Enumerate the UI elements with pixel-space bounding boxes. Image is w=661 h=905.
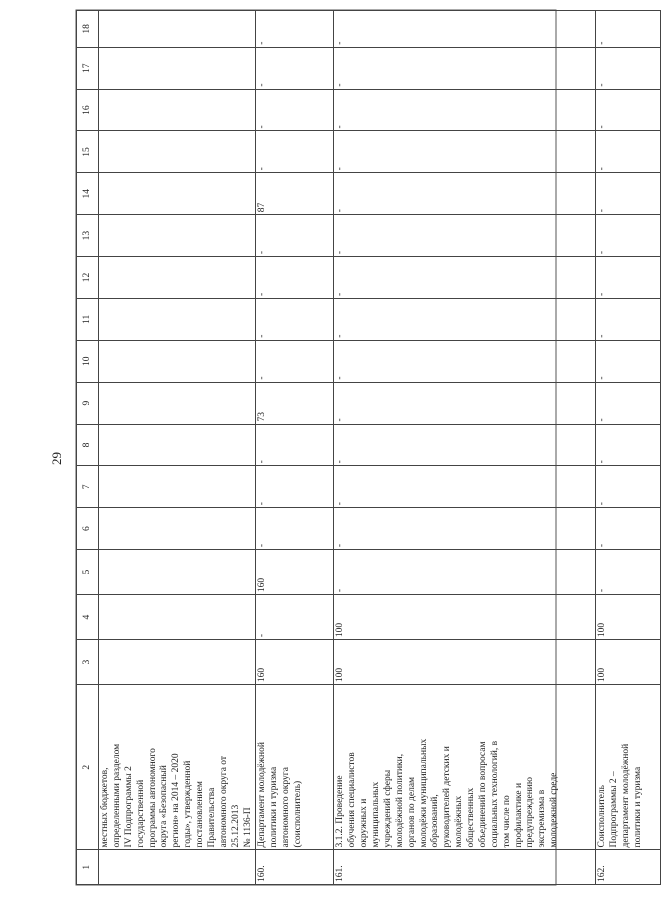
- row-name-line: руководителей детских и: [442, 746, 453, 848]
- value-cell: 160: [256, 640, 334, 685]
- row-name-line: программы автономного: [147, 748, 158, 848]
- rotated-table-wrapper: [76, 10, 643, 885]
- header-cell: 14: [77, 173, 99, 215]
- value-cell: -: [596, 298, 661, 340]
- value-cell: 100: [334, 595, 596, 640]
- row-name-line: учреждений сферы: [382, 769, 393, 848]
- value-cell: -: [334, 382, 596, 424]
- table-row: [596, 11, 661, 885]
- row-name-line: регион» на 2014 – 2020: [171, 753, 182, 848]
- value-cell: [99, 640, 256, 685]
- header-cell: 6: [77, 508, 99, 550]
- row-name-line: предупреждению: [525, 777, 536, 848]
- value-cell: -: [256, 508, 334, 550]
- header-cell: 1: [77, 850, 99, 885]
- row-name-line: автономного округа: [281, 767, 292, 848]
- row-name-line: 25.12.2013: [230, 804, 241, 848]
- value-cell: -: [334, 47, 596, 89]
- row-name-line: № 1136-П: [242, 807, 253, 848]
- header-cell: 11: [77, 298, 99, 340]
- value-cell: 73: [256, 382, 334, 424]
- header-row: [77, 11, 99, 885]
- row-name-line: автономного округа от: [218, 755, 229, 848]
- header-cell: 10: [77, 340, 99, 382]
- table-row: [99, 11, 256, 885]
- row-name-line: Департамент молодёжной: [257, 742, 268, 848]
- row-name-line: объединений по вопросам: [477, 741, 488, 848]
- row-name-line: департамент молодёжной: [621, 743, 632, 848]
- value-cell: -: [256, 595, 334, 640]
- value-cell: -: [596, 215, 661, 257]
- value-cell: -: [334, 173, 596, 215]
- value-cell: [99, 382, 256, 424]
- header-cell: 18: [77, 11, 99, 48]
- page-number: 29: [49, 452, 64, 465]
- value-cell: -: [596, 89, 661, 131]
- value-cell: -: [596, 257, 661, 299]
- value-cell: -: [334, 298, 596, 340]
- value-cell: -: [334, 340, 596, 382]
- header-cell: 7: [77, 466, 99, 508]
- row-name-line: социальных технологий, в: [489, 740, 500, 848]
- value-cell: -: [256, 424, 334, 466]
- row-name-line: местных бюджетов,: [100, 767, 110, 848]
- value-cell: -: [596, 550, 661, 595]
- row-name-line: экстремизма в: [537, 789, 548, 848]
- value-cell: -: [334, 424, 596, 466]
- value-cell: [99, 340, 256, 382]
- value-cell: -: [256, 89, 334, 131]
- value-cell: -: [334, 89, 596, 131]
- value-cell: [99, 257, 256, 299]
- value-cell: -: [334, 131, 596, 173]
- value-cell: -: [334, 215, 596, 257]
- row-name-line: Правительства: [206, 787, 217, 848]
- header-cell: 2: [77, 685, 99, 850]
- value-cell: -: [256, 47, 334, 89]
- row-name-line: профилактике и: [513, 782, 524, 848]
- header-cell: 15: [77, 131, 99, 173]
- value-cell: -: [256, 131, 334, 173]
- value-cell: [99, 595, 256, 640]
- value-cell: 160: [256, 550, 334, 595]
- row-number: [99, 850, 256, 885]
- row-name: [99, 685, 256, 850]
- value-cell: [99, 173, 256, 215]
- value-cell: -: [596, 11, 661, 48]
- value-cell: -: [596, 47, 661, 89]
- row-name: [596, 685, 661, 850]
- value-cell: -: [334, 550, 596, 595]
- row-name-line: (соисполнитель): [293, 780, 303, 848]
- row-number: 162.: [596, 850, 661, 885]
- value-cell: -: [334, 508, 596, 550]
- row-name: [256, 685, 334, 850]
- table-row: [334, 11, 596, 885]
- row-name-line: государственной: [135, 779, 146, 848]
- row-name-line: молодёжных: [454, 795, 465, 848]
- value-cell: -: [596, 466, 661, 508]
- row-name-line: IV Подпрограммы 2: [123, 766, 134, 848]
- value-cell: [99, 424, 256, 466]
- value-cell: [99, 298, 256, 340]
- header-cell: 13: [77, 215, 99, 257]
- row-name-line: обучения специалистов: [347, 752, 358, 848]
- value-cell: [99, 508, 256, 550]
- value-cell: -: [596, 173, 661, 215]
- row-number: 161.: [334, 850, 596, 885]
- row-name-line: постановлением: [195, 781, 205, 848]
- value-cell: -: [334, 11, 596, 48]
- row-name-line: Соисполнитель: [597, 785, 608, 848]
- value-cell: 100: [334, 640, 596, 685]
- row-name-line: политики и туризма: [269, 766, 280, 848]
- value-cell: [99, 131, 256, 173]
- row-number: 160.: [256, 850, 334, 885]
- value-cell: -: [256, 257, 334, 299]
- value-cell: -: [256, 11, 334, 48]
- value-cell: -: [596, 382, 661, 424]
- value-cell: -: [256, 215, 334, 257]
- value-cell: [99, 11, 256, 48]
- value-cell: [99, 466, 256, 508]
- value-cell: -: [256, 340, 334, 382]
- header-cell: 4: [77, 595, 99, 640]
- header-cell: 8: [77, 424, 99, 466]
- header-cell: 3: [77, 640, 99, 685]
- row-name-line: определенными разделом: [111, 743, 122, 848]
- row-name-line: Подпрограммы 2 –: [609, 771, 620, 848]
- row-name-line: годы», утвержденной: [183, 760, 194, 848]
- row-name-line: молодёжной политики,: [394, 753, 405, 848]
- document-table: [76, 10, 661, 885]
- value-cell: 100: [596, 595, 661, 640]
- value-cell: -: [596, 424, 661, 466]
- value-cell: [99, 47, 256, 89]
- value-cell: [99, 215, 256, 257]
- value-cell: -: [334, 466, 596, 508]
- row-name-line: общественных: [466, 787, 476, 848]
- row-name-line: муниципальных: [371, 781, 381, 848]
- row-name: [334, 685, 596, 850]
- value-cell: -: [596, 508, 661, 550]
- value-cell: 100: [596, 640, 661, 685]
- header-cell: 12: [77, 257, 99, 299]
- row-name-line: образований,: [430, 794, 441, 848]
- header-cell: 17: [77, 47, 99, 89]
- row-name-line: политики и туризма: [633, 766, 643, 848]
- row-name-line: органов по делам: [406, 776, 417, 848]
- row-name-line: округа «Безопасный: [159, 765, 170, 848]
- value-cell: -: [256, 466, 334, 508]
- header-cell: 5: [77, 550, 99, 595]
- value-cell: [99, 550, 256, 595]
- value-cell: -: [256, 298, 334, 340]
- value-cell: 87: [256, 173, 334, 215]
- value-cell: -: [596, 340, 661, 382]
- value-cell: -: [334, 257, 596, 299]
- row-name-line: 3.1.2. Проведение: [335, 775, 346, 848]
- table-row: [256, 11, 334, 885]
- value-cell: -: [596, 131, 661, 173]
- header-cell: 9: [77, 382, 99, 424]
- header-cell: 16: [77, 89, 99, 131]
- row-name-line: окружных и: [359, 798, 370, 848]
- row-name-line: том числе по: [501, 795, 512, 848]
- value-cell: [99, 89, 256, 131]
- row-name-line: молодежной среде: [549, 772, 560, 848]
- row-name-line: молодёжи муниципальных: [418, 738, 429, 848]
